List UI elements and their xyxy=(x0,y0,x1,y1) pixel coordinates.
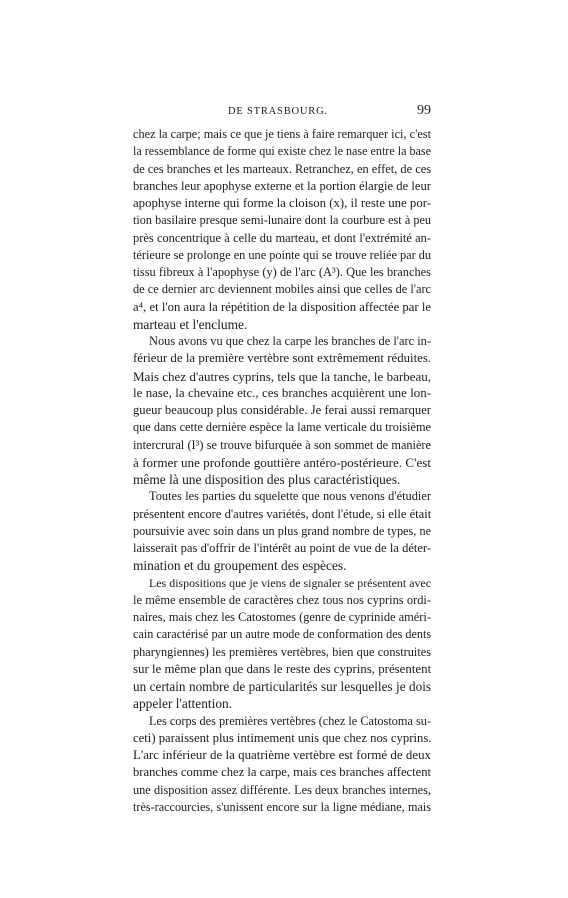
text-line: appeler l'attention. xyxy=(133,696,233,712)
text-line: que dans cette dernière espèce la lame verticale du troisième xyxy=(133,420,431,435)
text-line: apophyse interne qui forme la cloison (x), il reste une por- xyxy=(133,196,431,210)
text-line: présentent encore d'autres variétés, dont l'étude, si elle était xyxy=(133,506,432,521)
text-line: très-raccourcies, s'unissent encore sur la ligne médiane, mais xyxy=(133,799,431,814)
text-line: gueur beaucoup plus considérable. Je ferai aussi remarquer xyxy=(133,403,431,417)
text-line: un certain nombre de particularités sur lesquelles je dois xyxy=(133,679,431,694)
paragraph xyxy=(133,333,431,488)
text-line: le même ensemble de caractères chez tous nos cyprins ordi- xyxy=(133,592,431,607)
running-title: DE STRASBOURG. xyxy=(228,106,328,117)
text-line: sur le même plan que dans le reste des cyprins, présentent xyxy=(133,661,432,676)
text-line: laisserait pas d'offrir de l'intérêt au point de vue de la déter- xyxy=(133,541,431,555)
text-line: tion basilaire presque semi-lunaire dont la courbure est à peu xyxy=(133,213,431,228)
paragraph xyxy=(133,126,431,333)
text-line: à former une profonde gouttière antéro-postérieure. C'est xyxy=(133,454,431,470)
text-line: même là une disposition des plus caractéristiques. xyxy=(133,472,401,487)
text-line: cain caractérisé par un autre mode de conformation des dents xyxy=(133,627,432,642)
text-line: tissu fibreux à l'apophyse (y) de l'arc (A³). Que les branches xyxy=(133,265,431,279)
text-line: Nous avons vu que chez la carpe les branches de l'arc in- xyxy=(149,334,431,348)
text-line: la ressemblance de forme qui existe chez le nase entre la base xyxy=(133,144,431,159)
text-line: ceti) paraissent plus intimement unis que chez nos cyprins. xyxy=(133,730,432,745)
paragraph xyxy=(133,488,431,574)
text-line: une disposition assez différente. Les deux branches internes, xyxy=(133,782,431,797)
paragraph xyxy=(133,713,431,817)
text-line: chez la carpe; mais ce que je tiens à faire remarquer ici, c'est xyxy=(133,127,431,141)
text-line: poursuivie avec soin dans un plus grand nombre de types, ne xyxy=(133,523,431,538)
text-line: intercrural (I³) se trouve bifurquée à son sommet de manière xyxy=(133,437,431,452)
text-line: de ce dernier arc deviennent mobiles ainsi que celles de l'arc xyxy=(133,282,431,297)
text-line: a⁴, et l'on aura la répétition de la disposition affectée par le xyxy=(133,299,431,314)
paragraph xyxy=(133,575,431,713)
text-line: branches leur apophyse externe et la portion élargie de leur xyxy=(133,178,431,193)
text-line: branches comme chez la carpe, mais ces branches affectent xyxy=(133,765,432,780)
text-line: naires, mais chez les Catostomes (genre de cyprinide améri- xyxy=(133,610,431,624)
body-text xyxy=(133,126,431,816)
text-line: Toutes les parties du squelette que nous venons d'étudier xyxy=(149,489,431,504)
text-line: près concentrique à celle du marteau, et dont l'extrémité an- xyxy=(133,230,431,245)
text-line: marteau et l'enclume. xyxy=(133,316,248,332)
page-number: 99 xyxy=(417,103,431,118)
text-line: de ces branches et les marteaux. Retranchez, en effet, de ces xyxy=(133,161,432,176)
text-line: mination et du groupement des espèces. xyxy=(133,558,347,574)
text-line: Mais chez d'autres cyprins, tels que la tanche, le barbeau, xyxy=(133,368,431,384)
running-head xyxy=(133,103,431,123)
text-line: pharyngiennes) les premières vertèbres, bien que construites xyxy=(133,644,431,659)
text-line: férieur de la première vertèbre sont extrêmement réduites. xyxy=(133,351,431,366)
text-line: le nase, la chevaine etc., ces branches acquièrent une lon- xyxy=(133,385,431,400)
text-line: Les corps des premières vertèbres (chez le Catostoma su- xyxy=(149,713,432,728)
text-line: Les dispositions que je viens de signaler se présentent avec xyxy=(149,575,431,590)
text-line: L'arc inférieur de la quatrième vertèbre est formé de deux xyxy=(133,748,431,762)
text-line: térieure se prolonge en une pointe qui se trouve reliée par du xyxy=(133,247,432,262)
